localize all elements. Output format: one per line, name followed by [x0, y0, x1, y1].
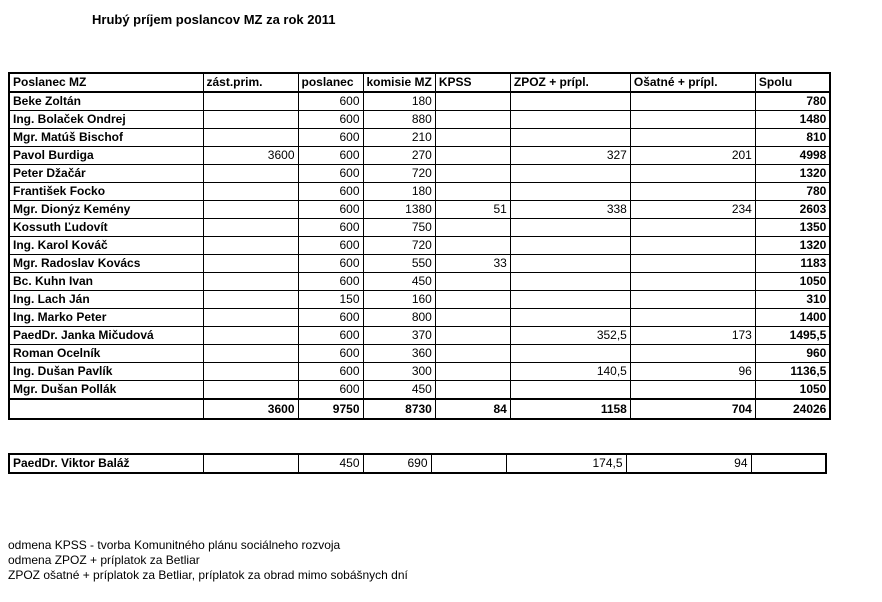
osatne-cell	[630, 345, 755, 363]
komisie-cell: 800	[363, 309, 435, 327]
kpss-cell	[435, 92, 510, 111]
zpoz-cell	[510, 291, 630, 309]
kpss-cell: 51	[435, 201, 510, 219]
kpss-cell	[435, 363, 510, 381]
table-row	[9, 183, 830, 201]
poslanec-cell: 600	[298, 111, 363, 129]
kpss-cell	[435, 147, 510, 165]
table-row	[9, 381, 830, 400]
poslanec-cell: 600	[298, 237, 363, 255]
table-row	[9, 111, 830, 129]
table-row	[9, 255, 830, 273]
name-cell: Ing. Marko Peter	[9, 309, 203, 327]
extra-member-table	[8, 453, 827, 474]
komisie-cell: 270	[363, 147, 435, 165]
spolu-cell: 1183	[755, 255, 830, 273]
table-row	[9, 129, 830, 147]
komisie-cell: 880	[363, 111, 435, 129]
poslanec-cell: 600	[298, 327, 363, 345]
poslanec-cell: 600	[298, 309, 363, 327]
note-line: ZPOZ ošatné + príplatok za Betliar, príplatok za obrad mimo sobášnych dní	[8, 568, 408, 582]
name-cell: PaedDr. Janka Mičudová	[9, 327, 203, 345]
total-komisie-cell: 8730	[363, 399, 435, 419]
kpss-cell	[435, 165, 510, 183]
extra-kpss-cell	[431, 454, 506, 473]
kpss-cell	[435, 129, 510, 147]
total-zast-cell: 3600	[203, 399, 298, 419]
kpss-cell	[435, 237, 510, 255]
osatne-cell: 96	[630, 363, 755, 381]
zast-cell	[203, 327, 298, 345]
column-header-osatne: Ošatné + prípl.	[630, 73, 755, 92]
zast-cell	[203, 291, 298, 309]
osatne-cell	[630, 129, 755, 147]
osatne-cell	[630, 309, 755, 327]
zpoz-cell: 327	[510, 147, 630, 165]
komisie-cell: 1380	[363, 201, 435, 219]
zpoz-cell	[510, 219, 630, 237]
poslanec-cell: 600	[298, 381, 363, 400]
name-cell: Ing. Karol Kováč	[9, 237, 203, 255]
table-row	[9, 327, 830, 345]
kpss-cell	[435, 219, 510, 237]
zast-cell: 3600	[203, 147, 298, 165]
extra-row	[9, 454, 826, 473]
zpoz-cell	[510, 309, 630, 327]
zast-cell	[203, 309, 298, 327]
table-row	[9, 219, 830, 237]
extra-komisie-cell: 690	[363, 454, 431, 473]
total-kpss-cell: 84	[435, 399, 510, 419]
osatne-cell	[630, 165, 755, 183]
zpoz-cell	[510, 165, 630, 183]
komisie-cell: 180	[363, 183, 435, 201]
spolu-cell: 1495,5	[755, 327, 830, 345]
kpss-cell	[435, 183, 510, 201]
column-header-poslanec-mz: Poslanec MZ	[9, 73, 203, 92]
table-row	[9, 237, 830, 255]
osatne-cell	[630, 255, 755, 273]
spolu-cell: 810	[755, 129, 830, 147]
page-title: Hrubý príjem poslancov MZ za rok 2011	[92, 12, 336, 27]
spolu-cell: 4998	[755, 147, 830, 165]
table-row	[9, 363, 830, 381]
poslanec-cell: 600	[298, 92, 363, 111]
zpoz-cell	[510, 92, 630, 111]
kpss-cell	[435, 111, 510, 129]
zpoz-cell	[510, 111, 630, 129]
komisie-cell: 550	[363, 255, 435, 273]
zast-cell	[203, 165, 298, 183]
table-row	[9, 147, 830, 165]
zast-cell	[203, 201, 298, 219]
zpoz-cell: 140,5	[510, 363, 630, 381]
zpoz-cell: 338	[510, 201, 630, 219]
extra-zpoz-cell: 174,5	[506, 454, 626, 473]
zast-cell	[203, 92, 298, 111]
zast-cell	[203, 183, 298, 201]
komisie-cell: 750	[363, 219, 435, 237]
name-cell: Ing. Bolaček Ondrej	[9, 111, 203, 129]
spolu-cell: 780	[755, 92, 830, 111]
totals-row	[9, 399, 830, 419]
column-header-komisie-mz: komisie MZ	[363, 73, 435, 92]
kpss-cell	[435, 309, 510, 327]
zast-cell	[203, 129, 298, 147]
osatne-cell	[630, 111, 755, 129]
name-cell: Beke Zoltán	[9, 92, 203, 111]
osatne-cell	[630, 273, 755, 291]
zast-cell	[203, 273, 298, 291]
spolu-cell: 1480	[755, 111, 830, 129]
name-cell: Roman Ocelník	[9, 345, 203, 363]
spolu-cell: 780	[755, 183, 830, 201]
spolu-cell: 2603	[755, 201, 830, 219]
zpoz-cell: 352,5	[510, 327, 630, 345]
extra-spolu-cell	[751, 454, 826, 473]
zast-cell	[203, 381, 298, 400]
total-osatne-cell: 704	[630, 399, 755, 419]
spolu-cell: 1050	[755, 381, 830, 400]
spolu-cell: 1400	[755, 309, 830, 327]
name-cell: Mgr. Dionýz Kemény	[9, 201, 203, 219]
zpoz-cell	[510, 345, 630, 363]
osatne-cell: 173	[630, 327, 755, 345]
spolu-cell: 1136,5	[755, 363, 830, 381]
header-row	[9, 73, 830, 92]
zpoz-cell	[510, 381, 630, 400]
name-cell: Pavol Burdiga	[9, 147, 203, 165]
poslanec-cell: 600	[298, 201, 363, 219]
poslanec-cell: 600	[298, 273, 363, 291]
komisie-cell: 370	[363, 327, 435, 345]
zast-cell	[203, 111, 298, 129]
name-cell: Mgr. Radoslav Kovács	[9, 255, 203, 273]
komisie-cell: 720	[363, 237, 435, 255]
poslanec-cell: 600	[298, 147, 363, 165]
total-name-cell	[9, 399, 203, 419]
table-row	[9, 92, 830, 111]
poslanec-cell: 600	[298, 363, 363, 381]
name-cell: Bc. Kuhn Ivan	[9, 273, 203, 291]
zast-cell	[203, 237, 298, 255]
kpss-cell	[435, 345, 510, 363]
poslanec-cell: 150	[298, 291, 363, 309]
extra-name-cell: PaedDr. Viktor Baláž	[9, 454, 203, 473]
zpoz-cell	[510, 273, 630, 291]
income-table	[8, 72, 831, 420]
osatne-cell	[630, 381, 755, 400]
zast-cell	[203, 255, 298, 273]
column-header-zpoz: ZPOZ + prípl.	[510, 73, 630, 92]
total-spolu-cell: 24026	[755, 399, 830, 419]
spolu-cell: 310	[755, 291, 830, 309]
extra-poslanec-cell: 450	[298, 454, 363, 473]
komisie-cell: 160	[363, 291, 435, 309]
osatne-cell	[630, 237, 755, 255]
spolu-cell: 1320	[755, 237, 830, 255]
spolu-cell: 1320	[755, 165, 830, 183]
zpoz-cell	[510, 255, 630, 273]
kpss-cell	[435, 291, 510, 309]
table-row	[9, 345, 830, 363]
name-cell: Kossuth Ľudovít	[9, 219, 203, 237]
kpss-cell	[435, 327, 510, 345]
poslanec-cell: 600	[298, 255, 363, 273]
name-cell: František Focko	[9, 183, 203, 201]
zpoz-cell	[510, 183, 630, 201]
kpss-cell	[435, 381, 510, 400]
spolu-cell: 960	[755, 345, 830, 363]
zpoz-cell	[510, 129, 630, 147]
column-header-poslanec: poslanec	[298, 73, 363, 92]
name-cell: Mgr. Matúš Bischof	[9, 129, 203, 147]
extra-osatne-cell: 94	[626, 454, 751, 473]
name-cell: Ing. Dušan Pavlík	[9, 363, 203, 381]
name-cell: Mgr. Dušan Pollák	[9, 381, 203, 400]
kpss-cell	[435, 273, 510, 291]
osatne-cell	[630, 183, 755, 201]
total-poslanec-cell: 9750	[298, 399, 363, 419]
komisie-cell: 210	[363, 129, 435, 147]
osatne-cell	[630, 92, 755, 111]
table-row	[9, 309, 830, 327]
zast-cell	[203, 363, 298, 381]
zast-cell	[203, 219, 298, 237]
column-header-spolu: Spolu	[755, 73, 830, 92]
table-row	[9, 201, 830, 219]
poslanec-cell: 600	[298, 129, 363, 147]
spolu-cell: 1050	[755, 273, 830, 291]
spolu-cell: 1350	[755, 219, 830, 237]
notes	[8, 538, 408, 583]
zast-cell	[203, 345, 298, 363]
osatne-cell	[630, 291, 755, 309]
komisie-cell: 300	[363, 363, 435, 381]
column-header-kpss: KPSS	[435, 73, 510, 92]
komisie-cell: 450	[363, 381, 435, 400]
note-line: odmena KPSS - tvorba Komunitného plánu sociálneho rozvoja	[8, 538, 341, 552]
table-row	[9, 273, 830, 291]
komisie-cell: 720	[363, 165, 435, 183]
komisie-cell: 180	[363, 92, 435, 111]
poslanec-cell: 600	[298, 183, 363, 201]
column-header-zast-prim: zást.prim.	[203, 73, 298, 92]
zpoz-cell	[510, 237, 630, 255]
osatne-cell: 201	[630, 147, 755, 165]
poslanec-cell: 600	[298, 345, 363, 363]
poslanec-cell: 600	[298, 219, 363, 237]
kpss-cell: 33	[435, 255, 510, 273]
table-row	[9, 291, 830, 309]
osatne-cell: 234	[630, 201, 755, 219]
name-cell: Ing. Lach Ján	[9, 291, 203, 309]
komisie-cell: 450	[363, 273, 435, 291]
komisie-cell: 360	[363, 345, 435, 363]
note-line: odmena ZPOZ + príplatok za Betliar	[8, 553, 200, 567]
poslanec-cell: 600	[298, 165, 363, 183]
extra-zast-cell	[203, 454, 298, 473]
osatne-cell	[630, 219, 755, 237]
table-row	[9, 165, 830, 183]
total-zpoz-cell: 1158	[510, 399, 630, 419]
name-cell: Peter Džačár	[9, 165, 203, 183]
